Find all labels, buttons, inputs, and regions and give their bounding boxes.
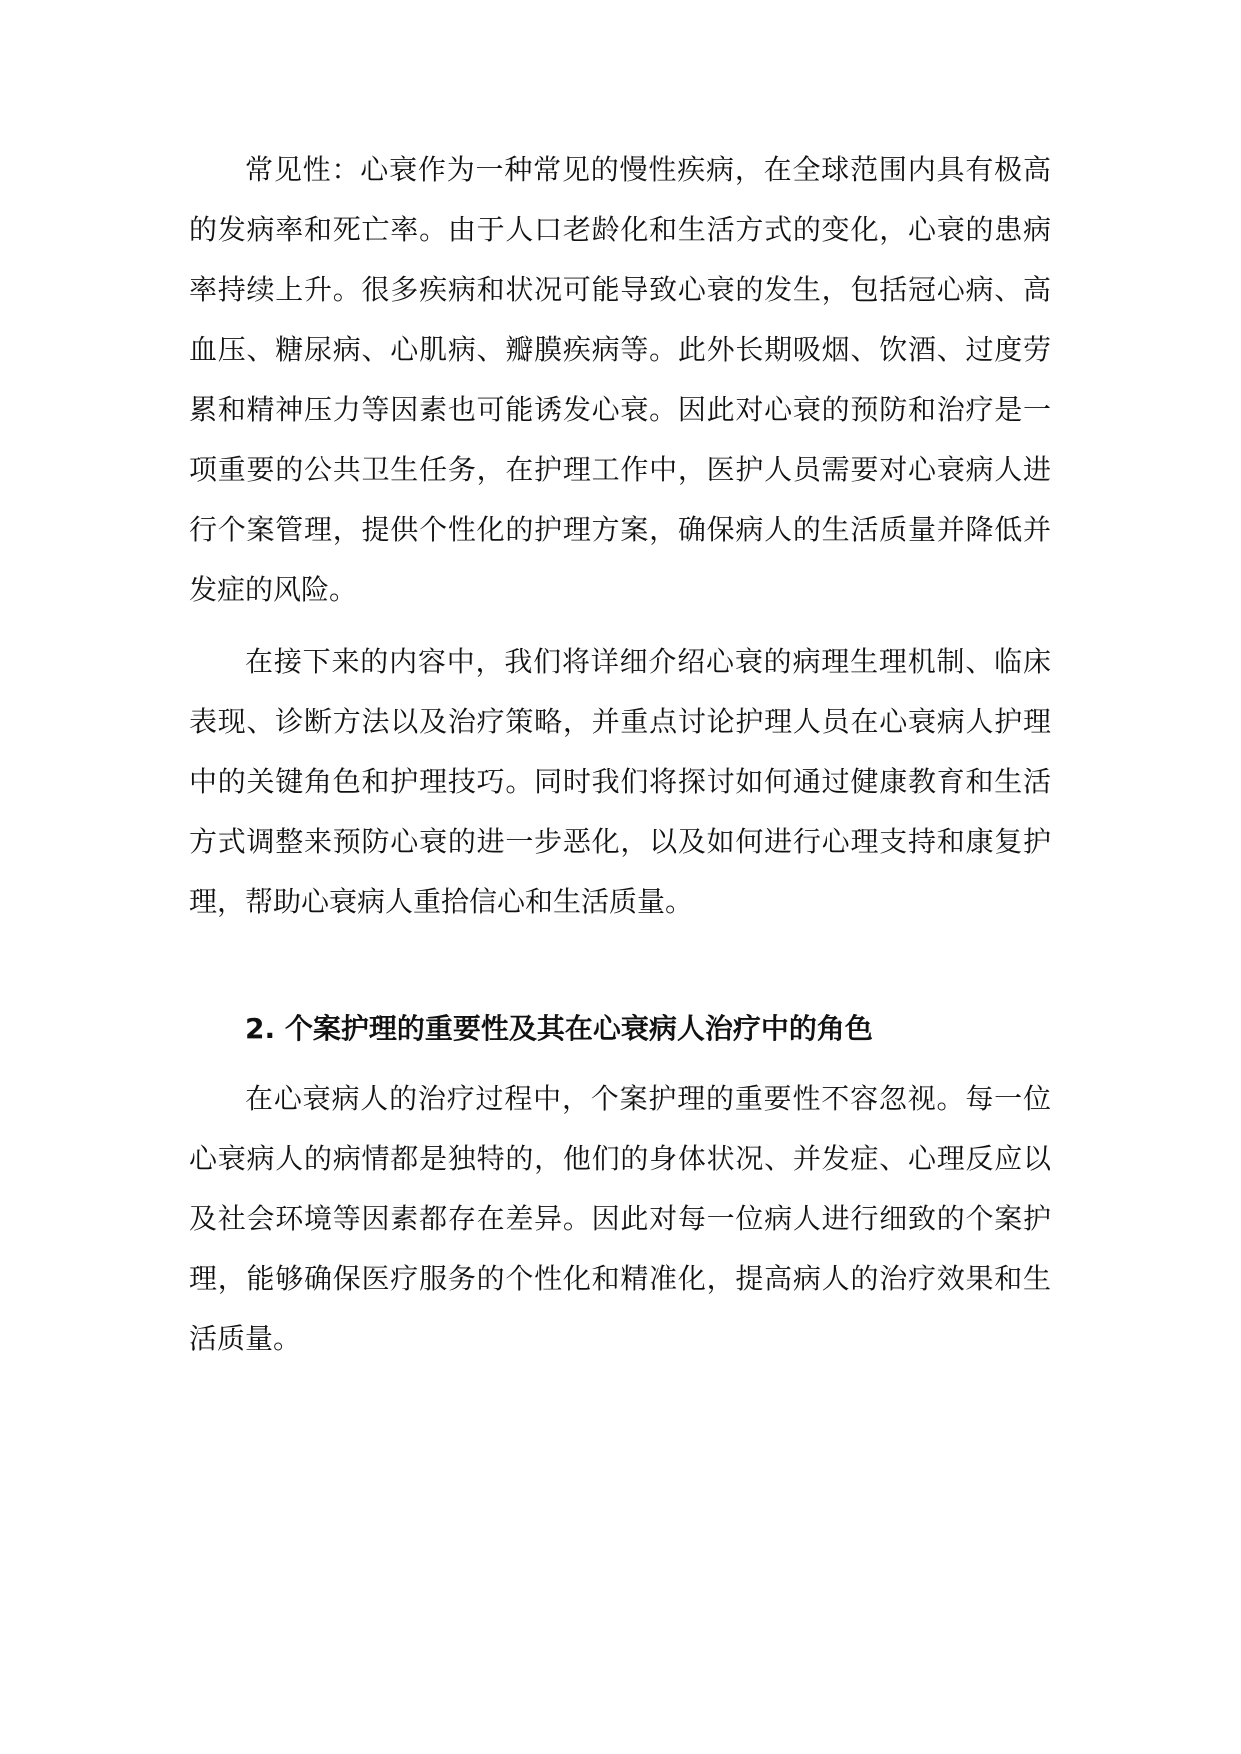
- body-paragraph-prevalence: 常见性：心衰作为一种常见的慢性疾病，在全球范围内具有极高的发病率和死亡率。由于人口老龄化和生活方式的变化，心衰的患病率持续上升。很多疾病和状况可能导致心衰的发生，包括冠心病、高血压、糖尿病、心肌病、瓣膜疾病等。此外长期吸烟、饮酒、过度劳累和精神压力等因素也可能诱发心衰。因此对心衰的预防和治疗是一项重要的公共卫生任务，在护理工作中，医护人员需要对心衰病人进行个案管理，提供个性化的护理方案，确保病人的生活质量并降低并发症的风险。: [189, 153, 1051, 606]
- document-page: [189, 140, 1051, 1369]
- section-heading: 2. 个案护理的重要性及其在心衰病人治疗中的角色: [245, 1012, 873, 1045]
- body-paragraph-overview: 在接下来的内容中，我们将详细介绍心衰的病理生理机制、临床表现、诊断方法以及治疗策略，并重点讨论护理人员在心衰病人护理中的关键角色和护理技巧。同时我们将探讨如何通过健康教育和生活方式调整来预防心衰的进一步恶化，以及如何进行心理支持和康复护理，帮助心衰病人重拾信心和生活质量。: [189, 645, 1051, 918]
- body-paragraph-case-care: 在心衰病人的治疗过程中，个案护理的重要性不容忽视。每一位心衰病人的病情都是独特的，他们的身体状况、并发症、心理反应以及社会环境等因素都存在差异。因此对每一位病人进行细致的个案护理，能够确保医疗服务的个性化和精准化，提高病人的治疗效果和生活质量。: [189, 1082, 1051, 1355]
